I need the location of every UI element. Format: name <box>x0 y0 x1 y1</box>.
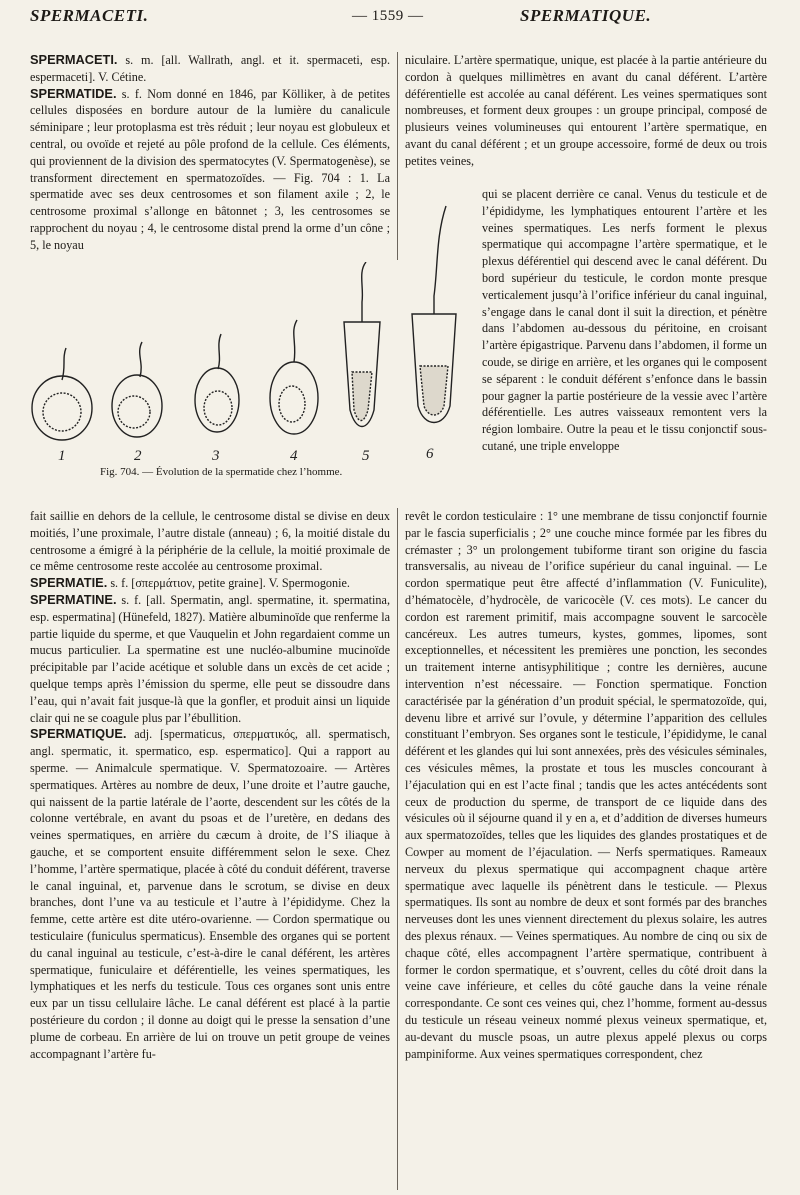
headword: SPERMATIE. <box>30 575 108 591</box>
running-head-right: SPERMATIQUE. <box>520 6 652 25</box>
entry-continuation <box>30 508 390 575</box>
figure-caption: Fig. 704. — Évolution de la spermatide chez l’homme. <box>100 466 343 478</box>
stage-2-cell <box>112 342 162 437</box>
stage-4-cell <box>270 320 318 434</box>
label-2: 2 <box>134 448 142 464</box>
stage-1-cell <box>32 348 92 440</box>
entry-text: fait saillie en dehors de la cellule, le centrosome distal se divise en deux moitiés, l’une proximale, l’autre distale (anneau) ; 6, la moitié distale du centrosome a émigré à la périphérie de la cellule, la moitié proximale de ce même centrosome reste accolée au centrosome proximal. <box>30 509 390 574</box>
running-head-left: SPERMACETI. <box>30 6 149 25</box>
right-column-top: niculaire. L’artère spermatique, unique, est placée à la partie antérieure du cordon à quelques millimètres en avant du canal déférent. L’artère déférentielle est accolée au canal déférent. Les veines spermatiques sont nombreuses, et forment deux groupes : un groupe principal, composé de plusieurs veines volumineuses qui entourent l’artère spermatique, en avant du canal déférent ; et un groupe accessoire, formé de deux ou trois petites veines, <box>405 53 767 168</box>
headword: SPERMATIQUE. <box>30 726 127 742</box>
left-column-top <box>30 52 390 254</box>
stage-3-cell <box>195 334 239 432</box>
entry-spermatie <box>30 575 390 592</box>
label-3: 3 <box>212 448 220 464</box>
stage-5-cell <box>344 262 380 427</box>
page-number: — 1559 — <box>352 8 424 24</box>
label-6: 6 <box>426 446 434 462</box>
label-5: 5 <box>362 448 370 464</box>
headword: SPERMACETI. <box>30 52 118 67</box>
entry-spermatique <box>30 726 390 1062</box>
right-column-wrap: qui se placent derrière ce canal. Venus du testicule et de l’épididyme, les lymphatiques entourent l’artère et les veines spermatiques. Les nerfs forment le plexus spermatique qui accompagne l’artère spermatique, et le plexus déférentiel qui descend avec le canal déférent. Du bord supérieur du testicule, le cordon monte presque verticalement jusqu’à l’orifice inférieur du canal inguinal, s’engage dans le canal dont il suit la direction, et pénètre dans l’abdomen au-dessous du péritoine, en croisant l’artère épigastrique. Parvenu dans l’abdomen, il forme un coude, se dirige en arrière, et les organes qui le composent se séparent : le conduit déférent s’enfonce dans le bassin pour gagner la partie postérieure de la vessie avec l’artère déférentielle. Les autres vaisseaux remontent vers la région lombaire. Outre la peau et le tissu conjonctif sous-cutané, une triple enveloppe <box>482 187 767 453</box>
entry-spermaceti <box>30 52 390 86</box>
headword: SPERMATINE. <box>30 591 117 607</box>
stage-6-illustration <box>400 196 478 466</box>
entry-spermatide <box>30 86 390 254</box>
label-4: 4 <box>290 448 298 464</box>
entry-text: s. f. [σπερμάτιον, petite graine]. V. Spermogonie. <box>107 576 350 591</box>
label-1: 1 <box>58 448 66 464</box>
entry-text: s. f. [all. Spermatin, angl. spermatine, it. spermatina, esp. espermatina] (Hünefeld, 1827). Matière albuminoïde que renferme la partie liquide du sperme, et que Vauquelin et John regardaient comme un mucus particulier. La spermatine est une nucléo-albumine mucinoïde précipitable par l’acide acétique et soluble dans un excès de cet acide ; quelque temps après l’émission du sperme, elle peut se dissoudre dans l’eau, qui n’avait fait jusque-là que la gonfler, et produit ainsi un liquide clair qui ne se coagule plus par l’ébullition. <box>30 592 390 725</box>
figure-704 <box>22 262 398 482</box>
entry-text: s. m. [all. Wallrath, angl. et it. spermaceti, esp. espermaceti]. V. Cétine. <box>30 53 390 84</box>
right-column-bottom: revêt le cordon testiculaire : 1° une membrane de tissu conjonctif fournie par le fascia superficialis ; 2° une couche mince formée par les fibres du crémaster ; 3° un prolongement tubiforme tirant son origine du fascia transversalis, au niveau de l’orifice supérieur du canal inguinal. — Le cordon spermatique peut être affecté d’inflammation (V. Funiculite), d’hématocèle, d’hydrocèle, de varicocèle (V. ces mots). Le cancer du cordon est rarement primitif, mais accompagne souvent le sarcocèle cancéreux. Les autres tumeurs, kystes, gommes, lipomes, sont exceptionnelles, et nécessitent les premières une ponction, les secondes un traitement interne antisyphilitique ; contre les dernières, aucune intervention n’est nécessaire. — Fonction spermatique. Fonction caractérisée par la génération d’un produit spécial, le spermatozoïde, qui, devenu libre et arrivé sur l’ovule, y détermine l’apparition des cellules constituant l’embryon. Ses organes sont le testicule, l’épididyme, le canal déférent et les glandes qui lui sont annexées, près des vésicules séminales, ces vésicules mêmes, la prostate et tous les muscles concourant à l’éjaculation qui en est l’acte final ; tandis que les actes antécédents sont ceux de production du sperme, de transport de ce liquide dans des vésicules où il séjourne quand il y en a, et d’addition de diverses humeurs aux spermatozoïdes, telles que les liquides des glandes prostatiques et de Cowper au moment de l’éjaculation. — Nerfs spermatiques. Rameaux nerveux du plexus spermatique qui accompagnent chaque artère spermatique avec laquelle ils pénètrent dans le testicule. — Plexus spermatiques. Ils sont au nombre de deux et sont formés par des branches nerveuses dont les unes viennent directement du plexus solaire, les autres des plexus rénaux. — Veines spermatiques. Au nombre de cinq ou six de chaque côté, elles accompagnent l’artère spermatique, contribuent à former le cordon spermatique, et s’ouvrent, celles du côté droit dans la veine cave inférieure, et celles du côté gauche dans la veine rénale correspondante. Ce sont ces veines qui, chez l’homme, forment au-dessus du testicule un réseau veineux nommé plexus veineux spermatique, et, au-devant du muscle psoas, un autre plexus appelé plexus ou corps pampiniforme. Aux veines spermatiques correspondent, chez <box>405 509 767 1061</box>
entry-text: adj. [spermaticus, σπερματικός, all. spermatisch, angl. spermatic, it. spermatico, esp. espermatico]. Qui a rapport au sperme. — Animalcule spermatique. V. Spermatozoaire. — Artères spermatiques. Artères au nombre de deux, l’une droite et l’autre gauche, qui naissent de la partie latérale de l’aorte, descendent sur les côtés de la colonne vertébrale, en avant du psoas et de l’uretère, en dedans des veines spermatiques, en arrière du cæcum à droite, de l’S iliaque à gauche, et se comportent ensuite différemment selon le sexe. Chez l’homme, l’artère spermatique, placée à côté du conduit déférent, traverse le canal inguinal, et, parvenue dans le scrotum, se divise en deux branches, dont l’une va au testicule et l’autre à l’épididyme. Chez la femme, cette artère est dite utéro-ovarienne. — Cordon spermatique ou testiculaire (funiculus spermaticus). Ensemble des organes qui se portent du canal inguinal au testicule, c’est-à-dire le canal déférent, les artères spermatique, funiculaire et déférentielle, les veines spermatiques, les lymphatiques et les nerfs du testicule. Tous ces organes sont unis entre eux par un tissu cellulaire lâche. Le canal déférent est placé à la partie postérieure du cordon ; il donne au doigt qui le presse la sensation d’une plume de corbeau. En arrière de lui on trouve un petit groupe de veines accompagnant l’artère fu- <box>30 727 390 1061</box>
entry-spermatine <box>30 592 390 726</box>
column-rule-top <box>397 52 398 260</box>
headword: SPERMATIDE. <box>30 85 117 101</box>
spermatide-illustration <box>22 262 398 482</box>
column-rule-bottom <box>397 508 398 1190</box>
entry-text: s. f. Nom donné en 1846, par Kölliker, à de petites cellules disposées en bordure autour de la lumière du canalicule séminipare ; leur protoplasma est très réduit ; leur noyau est globuleux et central, ou ovoïde et rejeté au pôle profond de la cellule. Ces éléments, qui proviennent de la division des spermatocytes (V. Spermatogenèse), se transforment directement en spermatozoïdes. — Fig. 704 : 1. La spermatide avec ses deux centrosomes et son filament axile ; 2, le centrosome proximal s’allonge en bâtonnet ; 3, les centrosomes se rapprochent du noyau ; 4, le centrosome distal prend la orme d’un cône ; 5, le noyau <box>30 86 390 252</box>
left-column-bottom <box>30 508 390 1062</box>
